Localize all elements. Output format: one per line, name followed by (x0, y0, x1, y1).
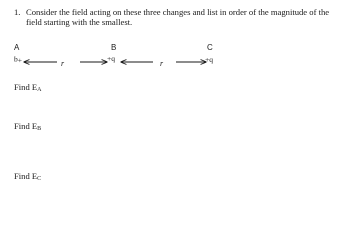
find-ea-text: Find E (14, 82, 38, 92)
charge-a-value: +q (14, 56, 22, 65)
find-ec-label (14, 171, 41, 182)
question-line-2: field starting with the smallest. (26, 17, 133, 27)
question-line-1-text: Consider the field acting on these three changes and list in order of the magnitude of the (26, 7, 330, 17)
charge-c-value: +q (205, 55, 213, 64)
charge-b-value: +q (107, 54, 115, 63)
find-eb-text: Find E (14, 121, 38, 131)
find-ec-text: Find E (14, 171, 38, 181)
charge-c-label: C (207, 43, 213, 52)
find-eb-label (14, 121, 41, 132)
find-ea-subscript: A (37, 87, 42, 93)
charge-a-label: A (14, 43, 20, 52)
find-ec-subscript: C (37, 176, 42, 182)
find-ea-label (14, 82, 42, 93)
find-eb-subscript: B (37, 126, 42, 132)
distance-label-a: r (61, 59, 65, 68)
distance-label-b: r (160, 59, 164, 68)
question-number: 1. (14, 7, 21, 17)
charge-b-label: B (111, 43, 117, 52)
